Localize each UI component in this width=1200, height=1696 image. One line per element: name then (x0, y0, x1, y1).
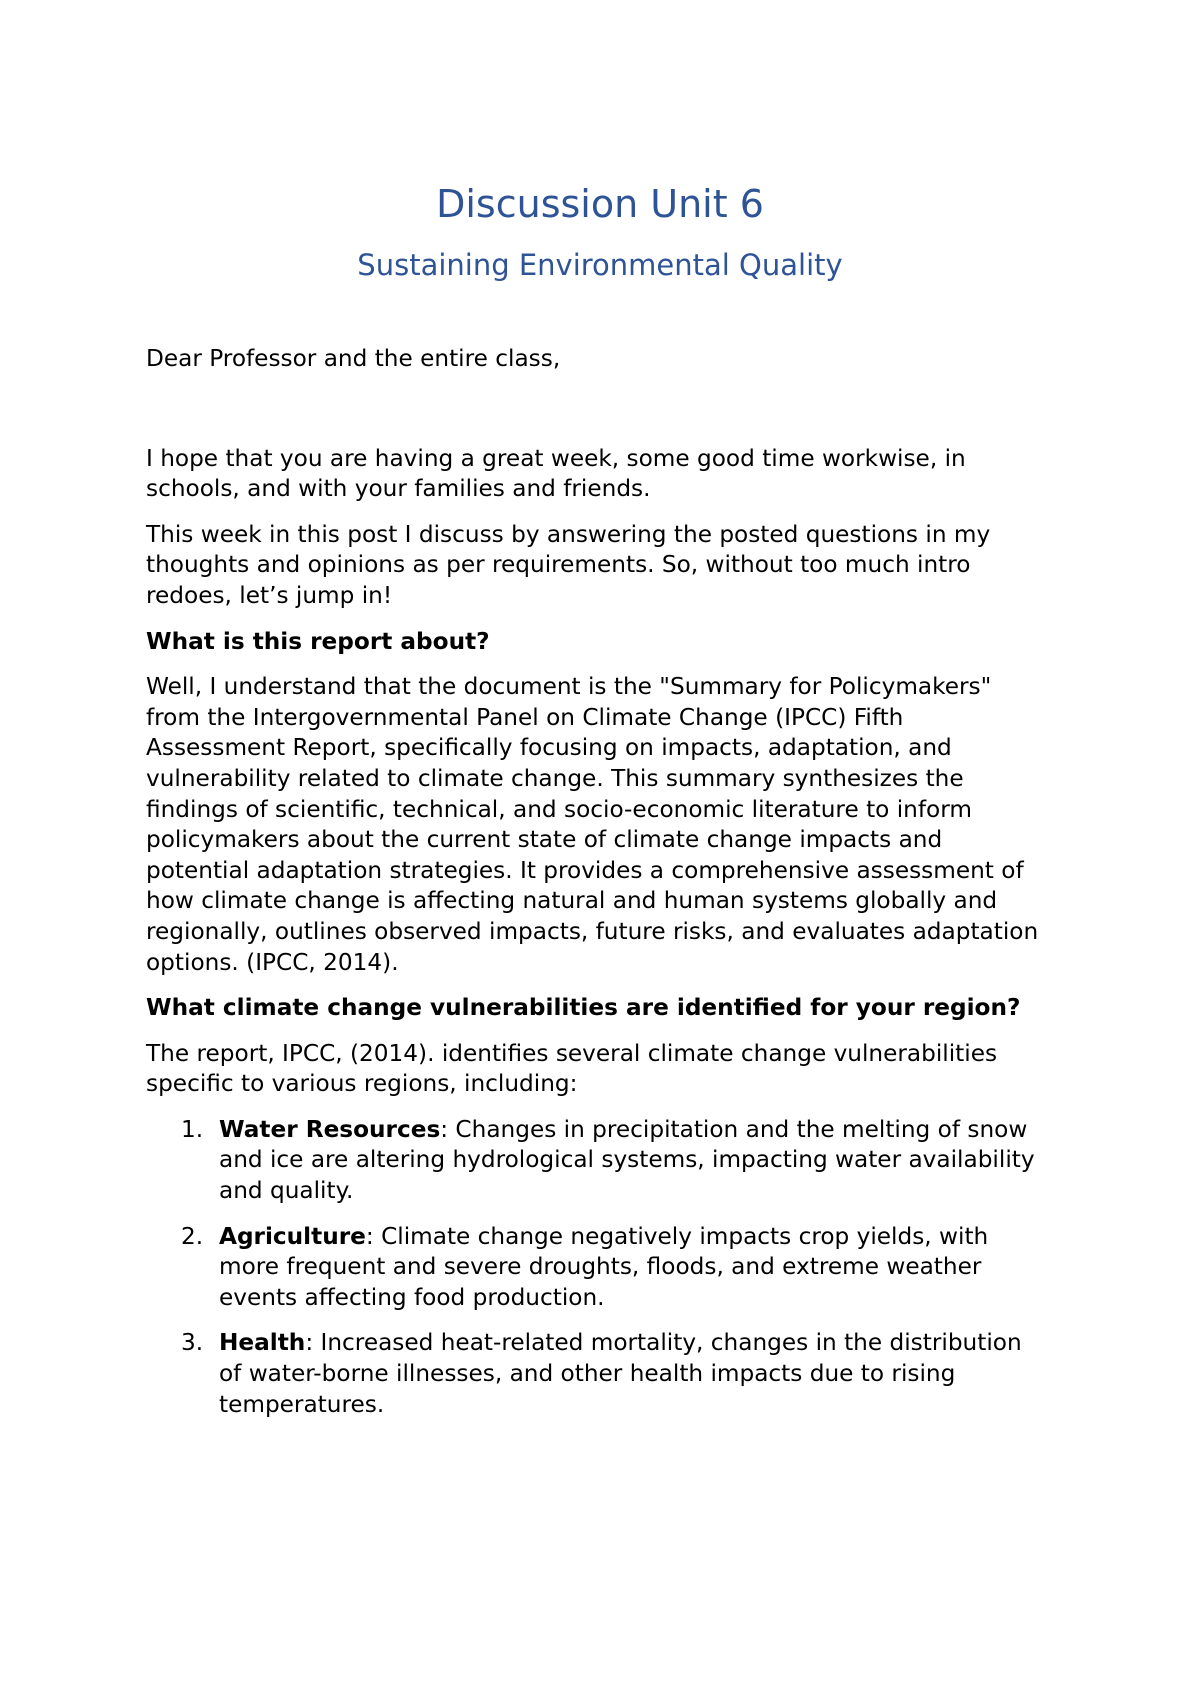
intro-paragraph: This week in this post I discuss by answering the posted questions in my thoughts and opinions as per requirements. So, without too much intro redoes, let’s jump in! (146, 520, 991, 609)
list-text: : Changes in precipitation and the melting of snow and ice are altering hydrological systems, impacting water availability and quality. (219, 1115, 1035, 1205)
vulnerability-list (146, 1115, 1046, 1420)
document-body (146, 344, 1046, 1435)
list-term: Water Resources (219, 1115, 441, 1143)
list-term: Health (219, 1329, 306, 1357)
list-item (146, 1115, 1046, 1207)
list-number: 2. (181, 1222, 204, 1250)
section-paragraph: Well, I understand that the document is the "Summary for Policymakers" from the Intergovernmental Panel on Climate Change (IPCC) Fifth Assessment Report, specifically focusing on impacts, adaptation, and vulnerability related to climate change. This summary synthesizes the findings of scientific, technical, and socio-economic literature to inform policymakers about the current state of climate change impacts and potential adaptation strategies. It provides a comprehensive assessment of how climate change is affecting natural and human systems globally and regionally, outlines observed impacts, future risks, and evaluates adaptation options. (IPCC, 2014). (146, 673, 1039, 976)
list-item (146, 1328, 1046, 1420)
document-title: Discussion Unit 6 (436, 182, 764, 226)
section-paragraph: The report, IPCC, (2014). identifies several climate change vulnerabilities specific to various regions, including: (146, 1039, 998, 1098)
greeting-text: Dear Professor and the entire class, (146, 345, 561, 372)
list-number: 3. (181, 1329, 204, 1357)
intro-paragraph: I hope that you are having a great week, some good time workwise, in schools, and with your families and friends. (146, 444, 966, 503)
list-text: : Climate change negatively impacts crop yields, with more frequent and severe droughts, floods, and extreme weather events affecting food production. (219, 1222, 989, 1311)
document-subtitle: Sustaining Environmental Quality (357, 248, 843, 282)
list-item (146, 1222, 1046, 1314)
list-term: Agriculture (219, 1222, 366, 1250)
section-heading: What is this report about? (146, 627, 490, 655)
list-text: : Increased heat-related mortality, changes in the distribution of water-borne illnesses, and other health impacts due to rising temperatures. (219, 1329, 1022, 1418)
section-heading: What climate change vulnerabilities are identified for your region? (146, 994, 1021, 1022)
list-number: 1. (181, 1115, 204, 1143)
